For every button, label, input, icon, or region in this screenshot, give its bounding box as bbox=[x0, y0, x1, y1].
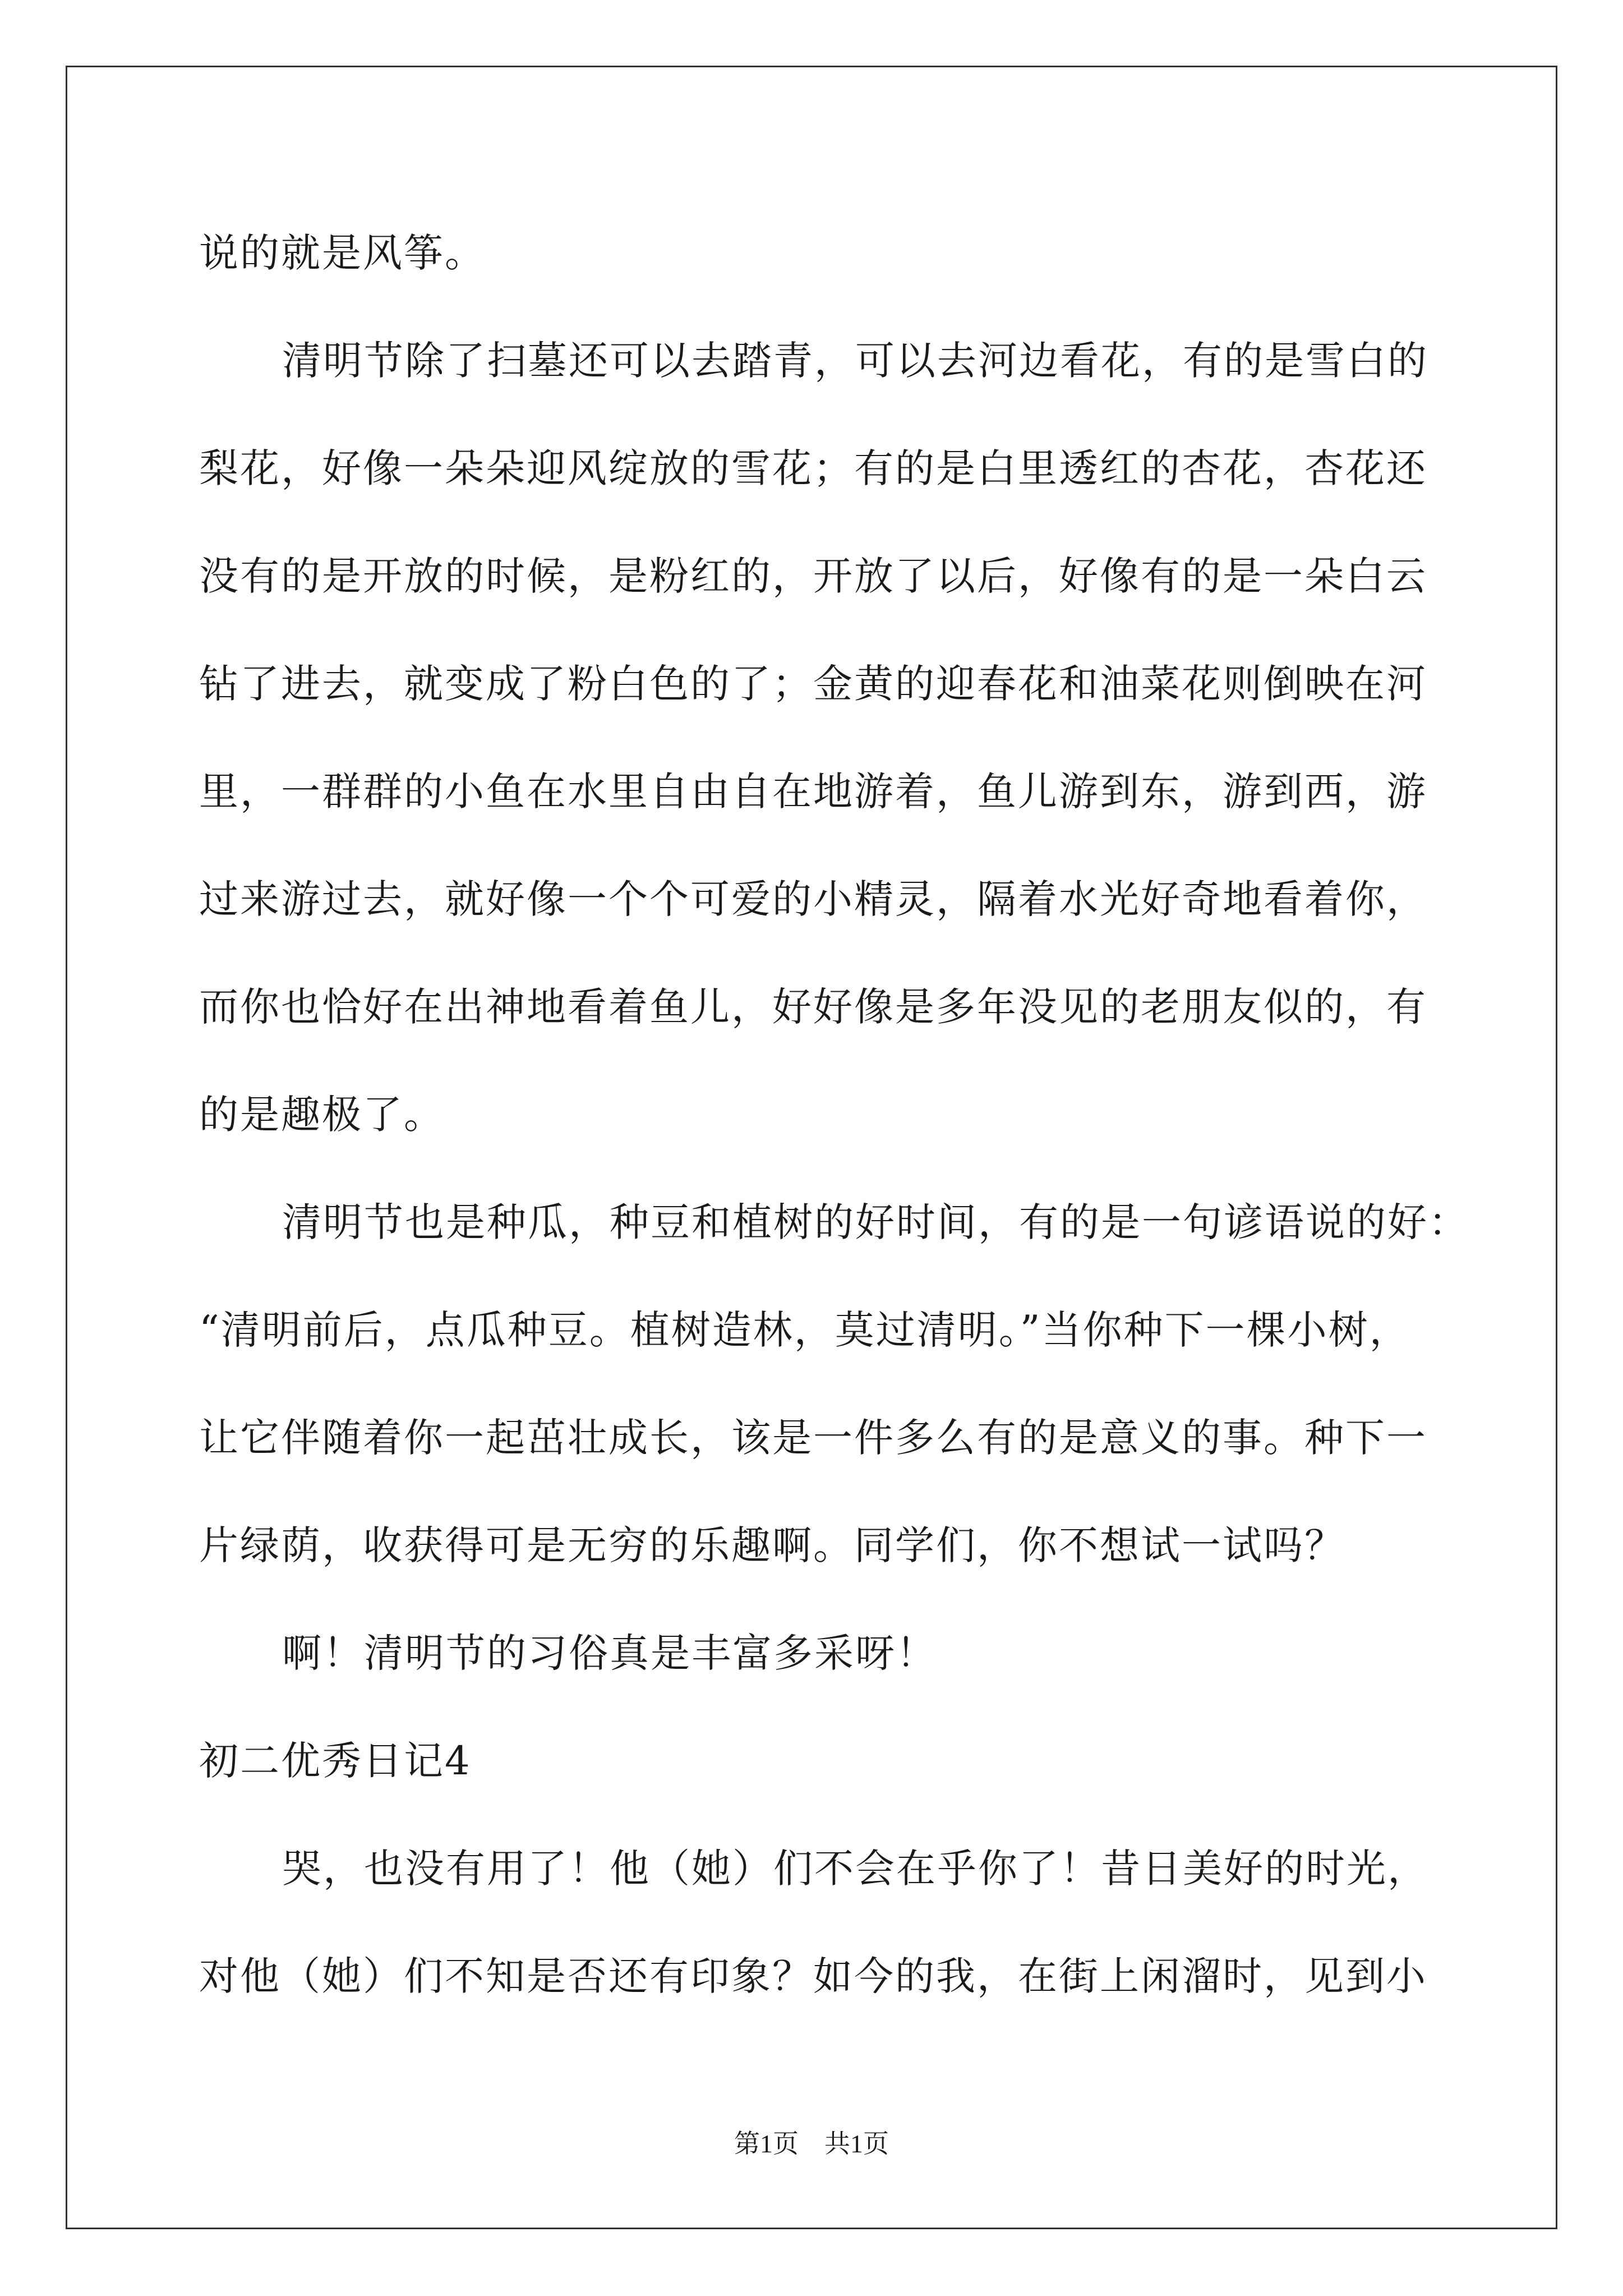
text-line: 让它伴随着你一起茁壮成长，该是一件多么有的是意义的事。种下一 bbox=[199, 1415, 1427, 1461]
text-line: 啊！清明节的习俗真是丰富多采呀！ bbox=[282, 1630, 937, 1676]
text-line: 说的就是风筝。 bbox=[199, 230, 486, 276]
text-line: 而你也恰好在出神地看着鱼儿，好好像是多年没见的老朋友似的，有 bbox=[199, 984, 1427, 1030]
text-line: 过来游过去，就好像一个个可爱的小精灵，隔着水光好奇地看着你， bbox=[199, 876, 1427, 922]
document-body bbox=[199, 199, 1469, 2030]
text-line: 没有的是开放的时候，是粉红的，开放了以后，好像有的是一朵白云 bbox=[199, 553, 1427, 599]
text-line: 里，一群群的小鱼在水里自由自在地游着，鱼儿游到东，游到西，游 bbox=[199, 769, 1427, 815]
text-line: 的是趣极了。 bbox=[199, 1092, 445, 1138]
text-line: 梨花，好像一朵朵迎风绽放的雪花；有的是白里透红的杏花，杏花还 bbox=[199, 445, 1427, 491]
text-line: 清明节除了扫墓还可以去踏青，可以去河边看花，有的是雪白的 bbox=[282, 338, 1428, 384]
text-line: 对他（她）们不知是否还有印象？如今的我，在街上闲溜时，见到小 bbox=[199, 1953, 1427, 1999]
text-line: 清明节也是种瓜，种豆和植树的好时间，有的是一句谚语说的好： bbox=[282, 1199, 1469, 1245]
text-line: 哭，也没有用了！他（她）们不会在乎你了！昔日美好的时光， bbox=[282, 1846, 1428, 1892]
text-line: “清明前后，点瓜种豆。植树造林，莫过清明。”当你种下一棵小树， bbox=[199, 1307, 1410, 1353]
page-footer: 第1页 共1页 bbox=[734, 2129, 889, 2158]
text-line: 片绿荫，收获得可是无穷的乐趣啊。同学们，你不想试一试吗？ bbox=[199, 1522, 1345, 1568]
section-heading: 初二优秀日记4 bbox=[199, 1738, 472, 1784]
text-line: 钻了进去，就变成了粉白色的了；金黄的迎春花和油菜花则倒映在河 bbox=[199, 661, 1427, 707]
